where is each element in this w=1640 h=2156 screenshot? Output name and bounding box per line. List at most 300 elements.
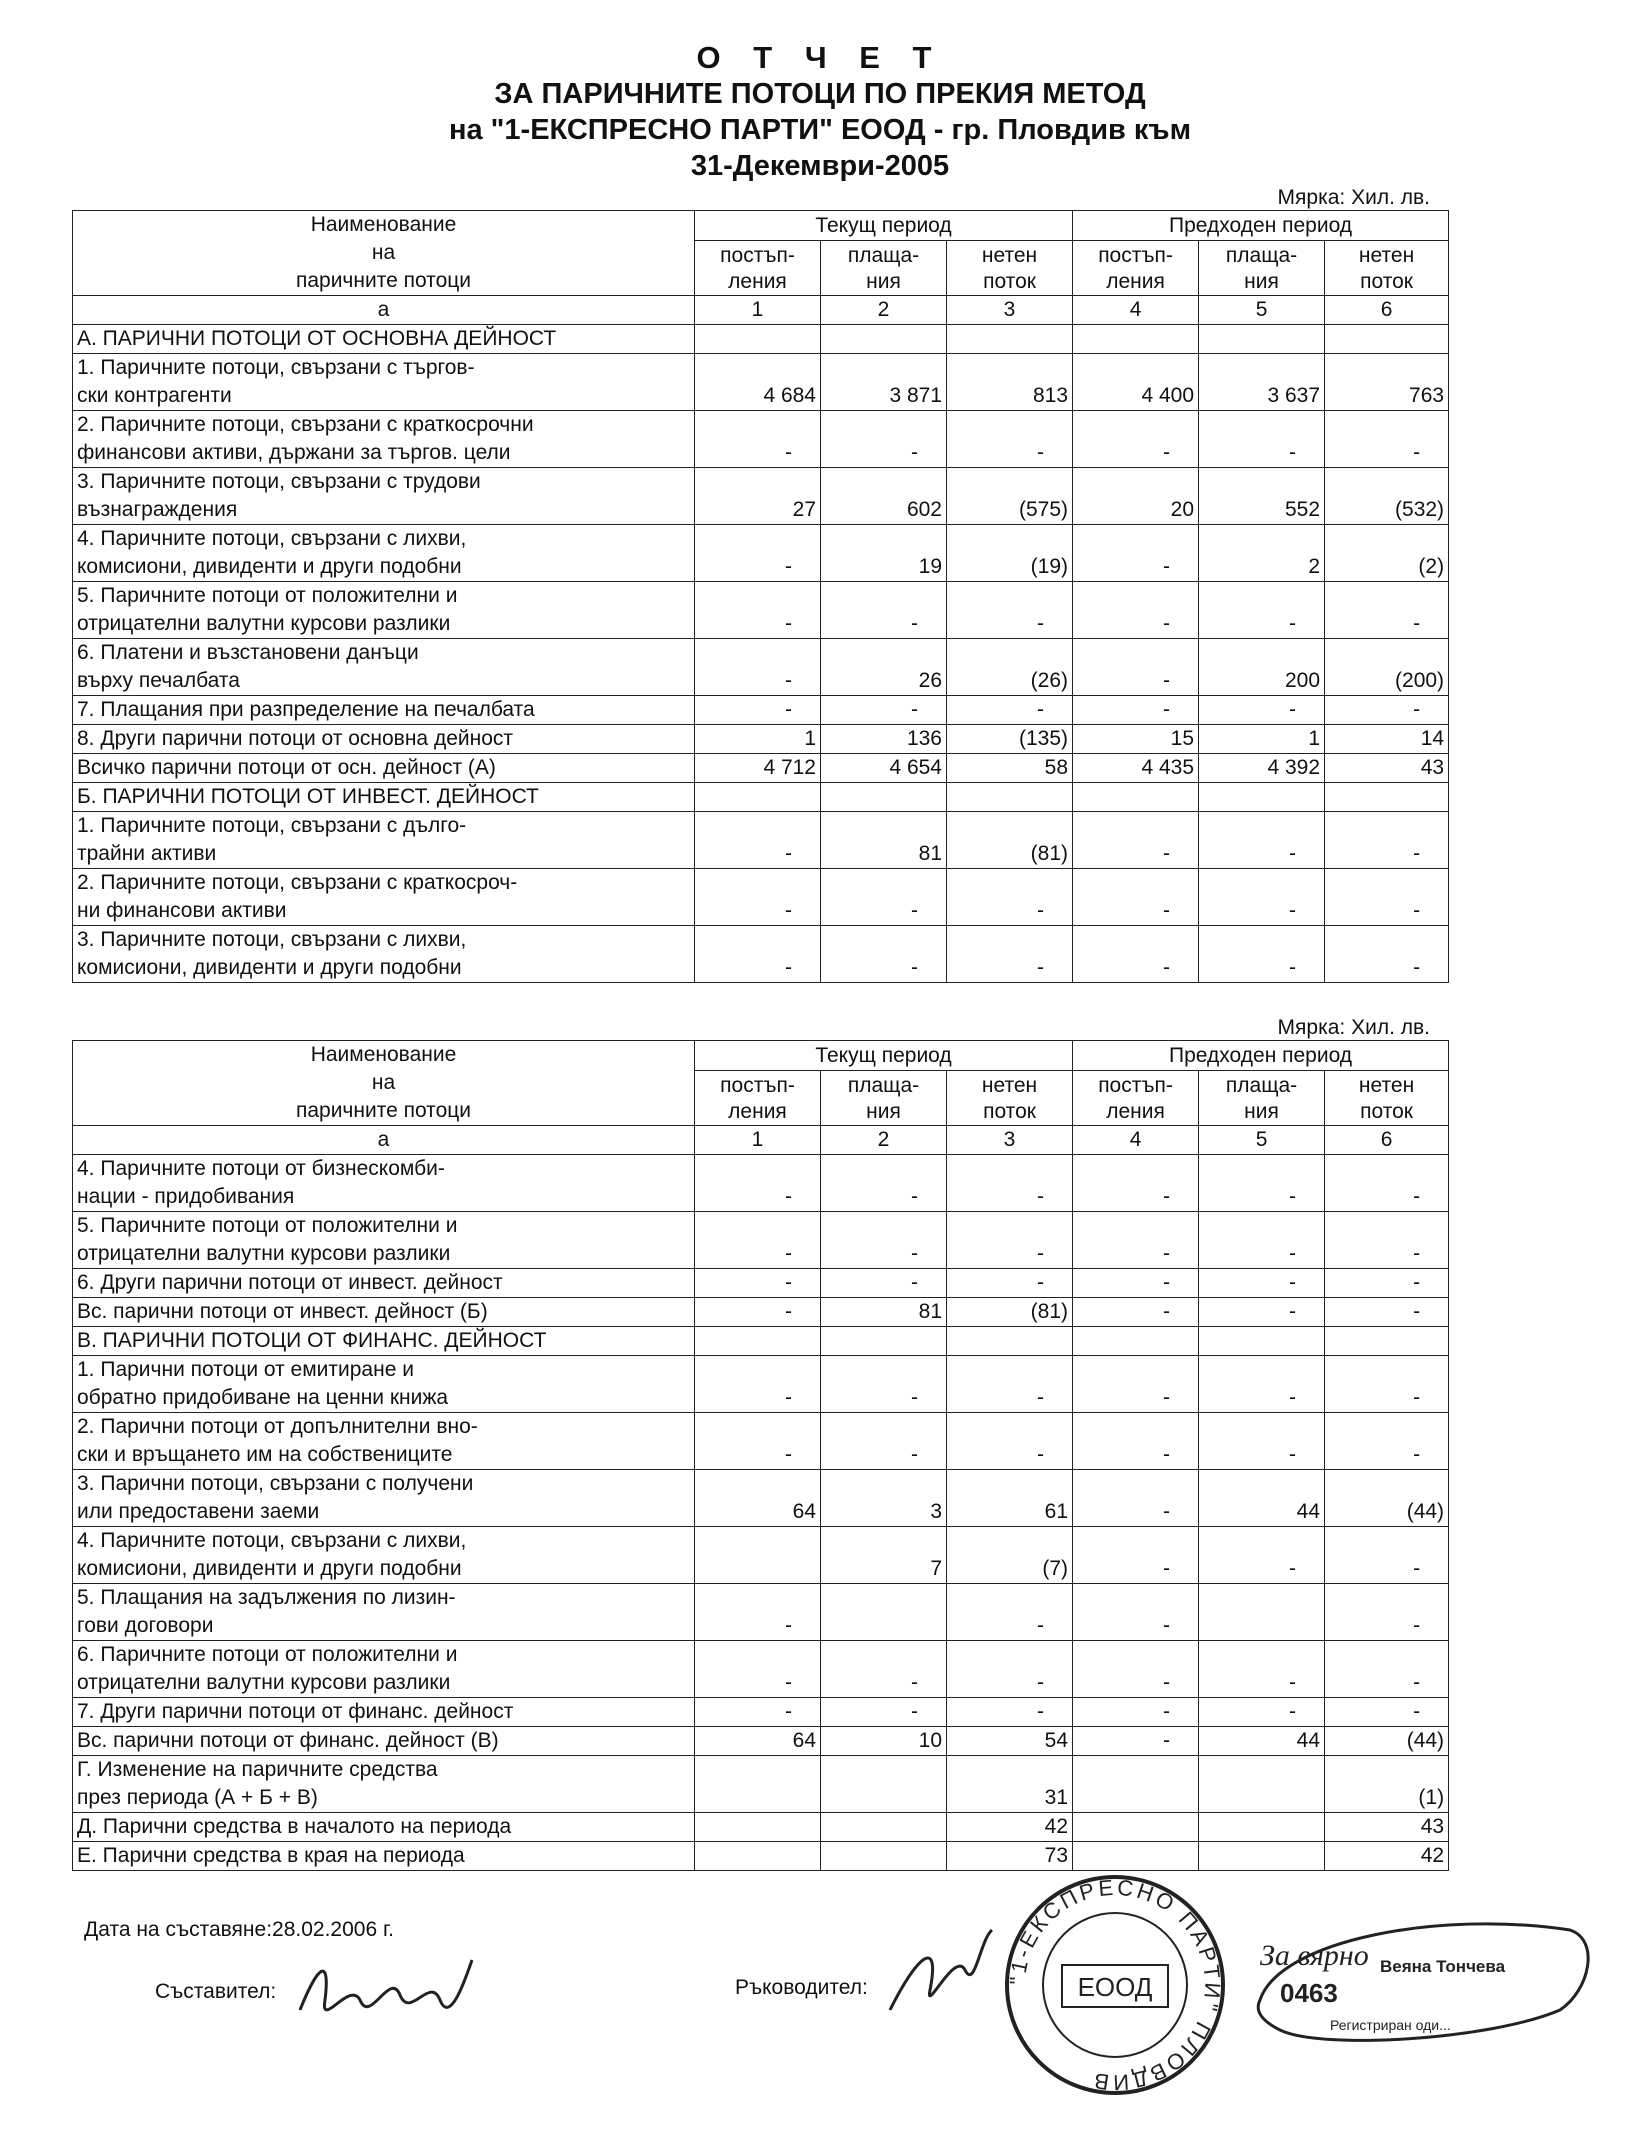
row-label-text: 2. Паричните потоци, свързани с краткосрочни финансови активи, държани за търгов. цели	[77, 413, 534, 464]
row-value	[1199, 1698, 1325, 1727]
row-value-text: 81	[918, 1300, 942, 1323]
row-value-text: -	[1289, 612, 1297, 635]
row-value	[821, 1727, 947, 1756]
row-label-text: 3. Паричните потоци, свързани с лихви, комисиони, дивиденти и други подобни	[77, 928, 467, 979]
column-header-name-line: паричните потоци	[295, 1099, 472, 1122]
row-value-text: 31	[1044, 1786, 1069, 1809]
svg-text:Веяна Тончева: Веяна Тончева	[1380, 1957, 1506, 1976]
row-label	[73, 812, 695, 869]
column-subheader-text: плаща- ния	[1225, 244, 1298, 293]
row-value	[1073, 696, 1199, 725]
row-value	[1199, 1269, 1325, 1298]
row-value-text: 61	[1044, 1500, 1069, 1523]
row-value-text: 4 712	[763, 756, 816, 779]
row-value	[1199, 1155, 1325, 1212]
column-subheader	[821, 241, 947, 296]
row-label	[73, 1155, 695, 1212]
row-value	[947, 1298, 1073, 1327]
table-row	[73, 725, 1449, 754]
row-value-text: 43	[1420, 1815, 1445, 1838]
row-label	[73, 754, 695, 783]
row-value	[1073, 1269, 1199, 1298]
row-value-text: -	[1413, 1300, 1421, 1323]
row-value	[1073, 1698, 1199, 1727]
row-value-text: -	[1163, 842, 1171, 865]
row-value	[821, 639, 947, 696]
row-value	[1073, 411, 1199, 468]
row-value	[821, 1698, 947, 1727]
row-value	[1199, 1641, 1325, 1698]
column-subheader-text: плаща- ния	[847, 244, 920, 293]
row-value	[695, 812, 821, 869]
row-label-text: 2. Парични потоци от допълнителни вно- ски и връщането им на собствениците	[77, 1415, 478, 1466]
row-value	[821, 1155, 947, 1212]
table-row	[73, 1298, 1449, 1327]
row-value	[1199, 468, 1325, 525]
row-value-text: -	[785, 1443, 792, 1466]
row-label	[73, 1727, 695, 1756]
row-label-text: Всичко парични потоци от осн. дейност (А)	[77, 756, 496, 779]
row-value-text: -	[1413, 1443, 1421, 1466]
row-value	[1325, 1413, 1449, 1470]
empty-cell	[695, 325, 821, 354]
row-value	[821, 1756, 947, 1813]
row-value-text: 1	[804, 727, 816, 750]
row-value-text: (26)	[1030, 669, 1069, 692]
row-value	[821, 582, 947, 639]
row-value-text: -	[1413, 441, 1421, 464]
table-row	[73, 525, 1449, 582]
svg-text:За вярно: За вярно	[1260, 1939, 1369, 1972]
row-value-text: -	[1289, 1271, 1297, 1294]
row-value	[947, 869, 1073, 926]
row-label-text: 1. Паричните потоци, свързани с дълго- трайни активи	[77, 814, 467, 865]
row-value	[1073, 725, 1199, 754]
row-value-text: -	[1163, 1500, 1171, 1523]
row-value-text: 552	[1284, 498, 1321, 521]
row-value	[1199, 1527, 1325, 1584]
column-subheader-text: нетен поток	[1358, 1074, 1415, 1123]
row-label-text: Д. Парични средства в началото на периода	[77, 1815, 512, 1838]
row-label-text: 6. Платени и възстановени данъци върху печалбата	[77, 641, 419, 692]
column-index-text: 4	[1129, 1128, 1142, 1151]
row-label-text: Вс. парични потоци от финанс. дейност (В)	[77, 1729, 499, 1752]
table-row	[73, 1356, 1449, 1413]
row-value-text: 43	[1420, 756, 1445, 779]
row-value	[1325, 1584, 1449, 1641]
row-value	[947, 1527, 1073, 1584]
row-value	[947, 1269, 1073, 1298]
row-value-text: 19	[918, 555, 942, 578]
row-value-text: 1	[1308, 727, 1321, 750]
column-header-previous-period	[1073, 211, 1449, 241]
auditor-stamp	[1240, 1880, 1600, 2060]
row-value	[1073, 1813, 1199, 1842]
column-subheader-text: плаща- ния	[1225, 1074, 1298, 1123]
table-row	[73, 926, 1449, 983]
column-index	[1199, 296, 1325, 325]
row-value	[695, 926, 821, 983]
column-index-text: 4	[1129, 298, 1142, 321]
column-subheader-text: постъп- ления	[720, 1074, 795, 1123]
column-index-text: 6	[1380, 1128, 1393, 1151]
row-value-text: -	[1289, 698, 1297, 721]
row-value	[1325, 468, 1449, 525]
section-heading	[73, 1327, 695, 1356]
row-value-text: -	[785, 899, 792, 922]
row-value-text: -	[1037, 698, 1045, 721]
row-value-text: -	[911, 1443, 918, 1466]
empty-cell	[1073, 325, 1199, 354]
row-label-text: 4. Паричните потоци, свързани с лихви, комисиони, дивиденти и други подобни	[77, 1529, 467, 1580]
section-heading	[73, 325, 695, 354]
row-value	[1073, 1584, 1199, 1641]
row-value	[821, 1641, 947, 1698]
table-row	[73, 1212, 1449, 1269]
row-label-text: 3. Парични потоци, свързани с получени или предоставени заеми	[77, 1472, 474, 1523]
table-row	[73, 696, 1449, 725]
row-value	[947, 1470, 1073, 1527]
row-value	[695, 1470, 821, 1527]
row-value	[1199, 1756, 1325, 1813]
column-index	[947, 1126, 1073, 1155]
table-row	[73, 869, 1449, 926]
row-label	[73, 1584, 695, 1641]
unit-label: Мярка: Хил. лв.	[1277, 186, 1430, 209]
row-value-text: -	[1163, 956, 1171, 979]
row-value-text: -	[1289, 1557, 1297, 1580]
row-value-text: (135)	[1019, 727, 1069, 750]
compiler-label: Съставител:	[155, 1980, 277, 2003]
row-value	[1073, 812, 1199, 869]
header-row	[73, 211, 1449, 241]
row-label	[73, 411, 695, 468]
column-header-name	[73, 1041, 695, 1126]
row-value	[821, 411, 947, 468]
table-row	[73, 812, 1449, 869]
row-value-text: 64	[792, 1500, 816, 1523]
row-value-text: -	[785, 1242, 792, 1265]
row-value-text: 763	[1409, 384, 1445, 407]
row-value-text: 14	[1420, 727, 1445, 750]
row-value-text: -	[1289, 1185, 1297, 1208]
section-heading-text: А. ПАРИЧНИ ПОТОЦИ ОТ ОСНОВНА ДЕЙНОСТ	[77, 327, 557, 350]
section-row	[73, 783, 1449, 812]
row-value-text: -	[1289, 1300, 1297, 1323]
row-value	[1073, 926, 1199, 983]
row-label-text: 5. Паричните потоци от положителни и отрицателни валутни курсови разлики	[77, 1214, 458, 1265]
row-value-text: -	[1163, 1614, 1171, 1637]
row-value-text: 44	[1296, 1729, 1321, 1752]
column-index-text: 2	[877, 298, 890, 321]
table-row	[73, 1698, 1449, 1727]
row-value	[1199, 812, 1325, 869]
row-value-text: -	[911, 441, 918, 464]
row-value	[1325, 1298, 1449, 1327]
row-value	[1073, 869, 1199, 926]
row-value-text: -	[1413, 1700, 1421, 1723]
column-subheader	[1325, 241, 1449, 296]
manager-label: Ръководител:	[735, 1976, 868, 1999]
column-subheader	[1073, 241, 1199, 296]
row-value-text: (200)	[1395, 669, 1445, 692]
column-index	[1073, 1126, 1199, 1155]
row-value	[947, 1584, 1073, 1641]
row-value	[1325, 1698, 1449, 1727]
table-row	[73, 354, 1449, 411]
row-value-text: -	[1163, 698, 1171, 721]
row-value	[1073, 1155, 1199, 1212]
empty-cell	[821, 325, 947, 354]
column-header-previous-period-text: Предходен период	[1169, 1044, 1353, 1068]
cash-flow-table-1	[72, 210, 1449, 983]
row-value-text: -	[785, 1271, 792, 1294]
row-value-text: -	[1289, 1386, 1297, 1409]
section-heading-text: Б. ПАРИЧНИ ПОТОЦИ ОТ ИНВЕСТ. ДЕЙНОСТ	[77, 785, 539, 808]
row-value-text: 7	[930, 1557, 942, 1580]
row-value-text: -	[785, 1700, 792, 1723]
row-value	[947, 1698, 1073, 1727]
row-value-text: -	[1413, 1614, 1421, 1637]
row-value	[1199, 1584, 1325, 1641]
row-value-text: (7)	[1042, 1557, 1069, 1580]
row-value-text: -	[1037, 956, 1045, 979]
unit-label: Мярка: Хил. лв.	[1277, 1016, 1430, 1039]
row-value-text: -	[1163, 612, 1171, 635]
column-index-text: 3	[1003, 1128, 1016, 1151]
table-row	[73, 1756, 1449, 1813]
row-label-text: 7. Други парични потоци от финанс. дейност	[77, 1700, 514, 1723]
empty-cell	[695, 1327, 821, 1356]
column-index-text: 1	[751, 298, 764, 321]
report-date: 31-Декември-2005	[690, 150, 950, 182]
column-index	[821, 1126, 947, 1155]
row-value	[695, 1155, 821, 1212]
table-row	[73, 1584, 1449, 1641]
row-label-text: 3. Паричните потоци, свързани с трудови възнаграждения	[77, 470, 481, 521]
row-value	[821, 1212, 947, 1269]
column-index-text: 2	[877, 1128, 890, 1151]
row-value-text: -	[1163, 1271, 1171, 1294]
row-value	[695, 468, 821, 525]
row-value-text: 26	[918, 669, 942, 692]
row-value	[1325, 926, 1449, 983]
column-subheader-text: нетен поток	[981, 244, 1038, 293]
row-label	[73, 1212, 695, 1269]
empty-cell	[1073, 783, 1199, 812]
row-value-text: (44)	[1406, 1500, 1445, 1523]
row-value-text: -	[1289, 1700, 1297, 1723]
row-value-text: -	[1289, 1671, 1297, 1694]
row-value	[1325, 696, 1449, 725]
column-index	[695, 296, 821, 325]
row-value	[1199, 1298, 1325, 1327]
row-value-text: -	[1413, 1242, 1421, 1265]
row-value	[1073, 468, 1199, 525]
row-value	[695, 1413, 821, 1470]
row-value-text: -	[1163, 555, 1171, 578]
row-label	[73, 926, 695, 983]
row-value	[821, 754, 947, 783]
row-label	[73, 1413, 695, 1470]
row-label-text: Г. Изменение на паричните средства през периода (А + Б + В)	[77, 1758, 438, 1809]
row-value-text: 81	[918, 842, 942, 865]
row-value-text: -	[911, 1386, 918, 1409]
row-value-text: 10	[918, 1729, 942, 1752]
row-label	[73, 1356, 695, 1413]
table-row	[73, 468, 1449, 525]
row-value-text: -	[785, 612, 792, 635]
row-value-text: 4 684	[763, 384, 816, 407]
empty-cell	[947, 325, 1073, 354]
row-value	[821, 1470, 947, 1527]
row-value-text: -	[1289, 441, 1297, 464]
row-value	[1073, 639, 1199, 696]
row-value	[947, 1842, 1073, 1871]
row-value	[1073, 1298, 1199, 1327]
row-value	[821, 1527, 947, 1584]
row-value-text: 200	[1284, 669, 1321, 692]
row-value-text: -	[1037, 1271, 1045, 1294]
column-header-previous-period	[1073, 1041, 1449, 1071]
row-value	[1199, 582, 1325, 639]
row-value	[1199, 1356, 1325, 1413]
row-label	[73, 1527, 695, 1584]
row-value	[695, 725, 821, 754]
row-value-text: -	[911, 1271, 918, 1294]
row-value-text: 27	[792, 498, 816, 521]
row-value-text: -	[1289, 899, 1297, 922]
column-subheader	[695, 241, 821, 296]
report-title: О Т Ч Е Т	[696, 40, 944, 75]
row-value	[821, 1298, 947, 1327]
empty-cell	[1325, 783, 1449, 812]
row-value	[695, 1842, 821, 1871]
row-value-text: -	[911, 1242, 918, 1265]
row-value	[821, 1842, 947, 1871]
row-value	[1073, 1356, 1199, 1413]
row-value	[1073, 1470, 1199, 1527]
table-row	[73, 411, 1449, 468]
row-value	[947, 1356, 1073, 1413]
row-value	[1325, 1269, 1449, 1298]
compiler-signature	[290, 1940, 480, 2040]
row-value-text: 2	[1308, 555, 1321, 578]
row-value	[695, 1356, 821, 1413]
row-value-text: 3	[930, 1500, 942, 1523]
row-value-text: 42	[1044, 1815, 1069, 1838]
row-value	[947, 812, 1073, 869]
row-value	[947, 1413, 1073, 1470]
row-value-text: -	[1413, 956, 1421, 979]
row-label	[73, 1698, 695, 1727]
row-value	[821, 812, 947, 869]
row-value-text: -	[1163, 899, 1171, 922]
row-value-text: -	[785, 1614, 792, 1637]
row-label-text: 1. Паричните потоци, свързани с търгов- ски контрагенти	[77, 356, 475, 407]
column-subheader	[1325, 1071, 1449, 1126]
row-value-text: -	[1413, 698, 1421, 721]
row-value-text: 58	[1044, 756, 1069, 779]
column-header-name-line: Наименование	[310, 213, 457, 236]
row-label-text: 5. Плащания на задължения по лизин- гови договори	[77, 1586, 456, 1637]
row-value-text: -	[1413, 899, 1421, 922]
row-value	[1325, 411, 1449, 468]
row-value-text: 3 871	[889, 384, 942, 407]
row-value	[821, 696, 947, 725]
row-label-text: 6. Други парични потоци от инвест. дейност	[77, 1271, 503, 1294]
row-value	[1199, 411, 1325, 468]
row-value-text: -	[785, 698, 792, 721]
row-label	[73, 639, 695, 696]
row-label	[73, 354, 695, 411]
row-value-text: -	[785, 669, 792, 692]
column-index	[73, 296, 695, 325]
row-value-text: 44	[1296, 1500, 1321, 1523]
empty-cell	[1199, 783, 1325, 812]
row-value-text: -	[785, 441, 792, 464]
row-label	[73, 1470, 695, 1527]
empty-cell	[1199, 1327, 1325, 1356]
column-index-text: 6	[1380, 298, 1393, 321]
row-value-text: -	[1163, 1242, 1171, 1265]
table-row	[73, 1527, 1449, 1584]
row-value-text: -	[1037, 1671, 1045, 1694]
row-value-text: -	[911, 956, 918, 979]
row-label	[73, 869, 695, 926]
row-value	[1199, 1813, 1325, 1842]
row-value	[821, 354, 947, 411]
row-value	[695, 1727, 821, 1756]
row-value-text: -	[1037, 1443, 1045, 1466]
row-value	[1073, 525, 1199, 582]
row-value	[821, 869, 947, 926]
row-value-text: -	[1163, 1443, 1171, 1466]
column-subheader	[1199, 1071, 1325, 1126]
row-value-text: -	[1413, 1185, 1421, 1208]
row-value	[1325, 1756, 1449, 1813]
row-label	[73, 1269, 695, 1298]
row-value-text: -	[1037, 1614, 1045, 1637]
row-value-text: 3 637	[1267, 384, 1321, 407]
empty-cell	[1199, 325, 1325, 354]
row-value	[1073, 1641, 1199, 1698]
row-value-text: (44)	[1406, 1729, 1445, 1752]
row-value-text: -	[1037, 1185, 1045, 1208]
table-row	[73, 1641, 1449, 1698]
row-value	[1325, 812, 1449, 869]
row-value	[821, 1269, 947, 1298]
row-value-text: -	[1413, 1671, 1421, 1694]
row-value-text: -	[1163, 1671, 1171, 1694]
row-value-text: -	[785, 1300, 792, 1323]
row-value	[1325, 754, 1449, 783]
row-value-text: (19)	[1030, 555, 1069, 578]
row-value	[695, 1813, 821, 1842]
row-value	[1199, 725, 1325, 754]
row-value-text: -	[1163, 441, 1171, 464]
row-value-text: -	[1037, 1700, 1045, 1723]
row-label	[73, 525, 695, 582]
row-value-text: -	[1163, 1185, 1171, 1208]
svg-text:Регистриран оди...: Регистриран оди...	[1330, 2017, 1451, 2033]
row-value	[1199, 525, 1325, 582]
row-value	[947, 639, 1073, 696]
row-value-text: -	[1413, 1386, 1421, 1409]
empty-cell	[1325, 325, 1449, 354]
row-value	[821, 1413, 947, 1470]
column-index-text: а	[377, 298, 390, 321]
